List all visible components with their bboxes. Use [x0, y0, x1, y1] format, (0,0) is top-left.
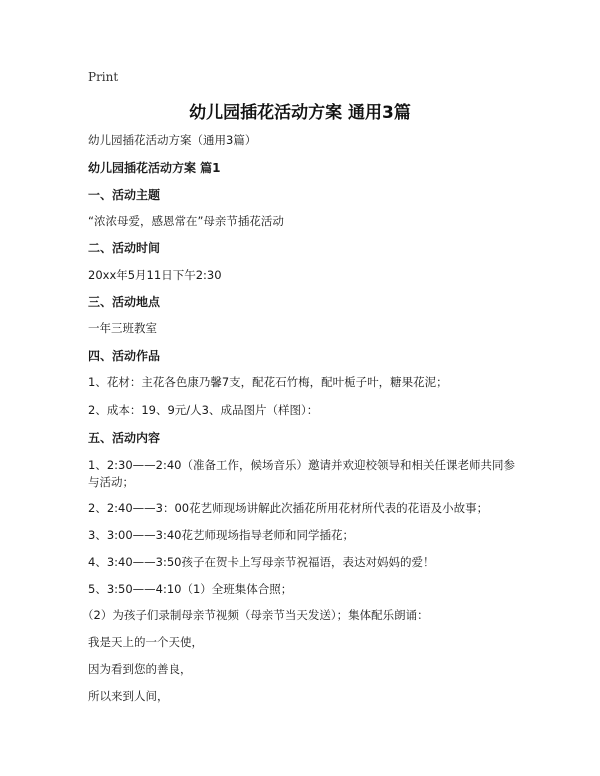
section-heading-works: 四、活动作品 — [88, 349, 161, 363]
list-item: 3、3:00——3:40花艺师现场指导老师和同学插花； — [88, 528, 354, 542]
list-item: 2、2:40——3：00花艺师现场讲解此次插花所用花材所代表的花语及小故事； — [88, 501, 489, 515]
section-heading-theme: 一、活动主题 — [88, 188, 161, 202]
part-title: 幼儿园插花活动方案 篇1 — [88, 161, 221, 175]
page-title: 幼儿园插花活动方案 通用3篇 — [189, 103, 411, 123]
list-item: 5、3:50——4:10（1）全班集体合照； — [88, 582, 293, 596]
section-text-theme: “浓浓母爱，感恩常在”母亲节插花活动 — [88, 214, 284, 228]
section-text-location: 一年三班教室 — [88, 321, 157, 335]
list-item: 1、花材：主花各色康乃馨7支，配花石竹梅，配叶栀子叶，糖果花泥； — [88, 375, 448, 389]
print-label: Print — [88, 70, 119, 84]
section-heading-time: 二、活动时间 — [88, 241, 161, 255]
document-subtitle: 幼儿园插花活动方案（通用3篇） — [88, 133, 257, 147]
section-heading-content: 五、活动内容 — [88, 431, 161, 445]
list-item: 4、3:40——3:50孩子在贺卡上写母亲节祝福语，表达对妈妈的爱！ — [88, 555, 435, 569]
poem-line: 因为看到您的善良， — [88, 662, 192, 676]
poem-line: 所以来到人间， — [88, 689, 169, 703]
section-heading-location: 三、活动地点 — [88, 295, 161, 309]
section-text-time: 20xx年5月11日下午2:30 — [88, 268, 222, 282]
list-item: 2、成本：19、9元/人3、成品图片（样图）： — [88, 403, 319, 417]
poem-line: 我是天上的一个天使， — [88, 635, 203, 649]
list-item: （2）为孩子们录制母亲节视频（母亲节当天发送）；集体配乐朗诵： — [82, 608, 429, 622]
list-item: 1、2:30——2:40（准备工作，候场音乐）邀请并欢迎校领导和相关任课老师共同参与活动； — [88, 458, 515, 489]
